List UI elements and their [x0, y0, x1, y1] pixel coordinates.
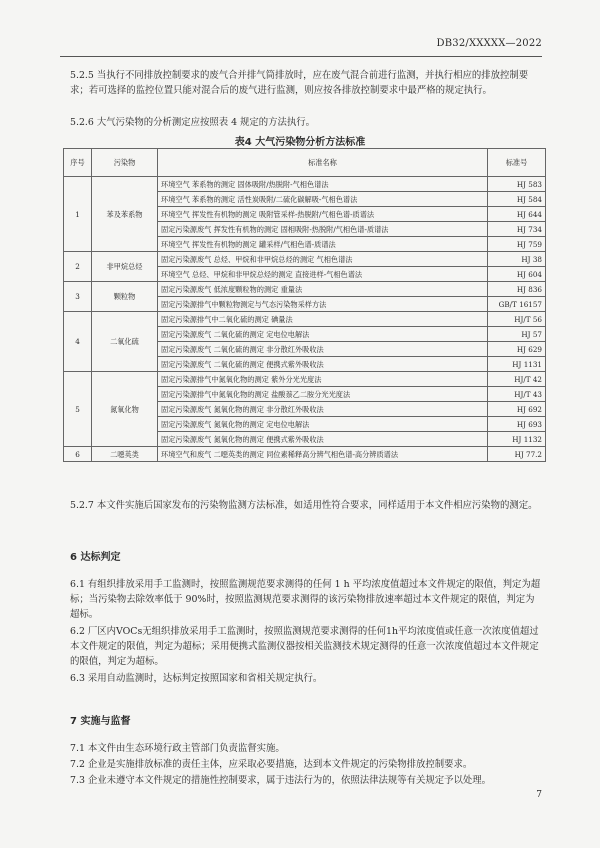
group-no: 2: [64, 252, 92, 282]
section-6-title: 6 达标判定: [70, 552, 121, 563]
standard-name: 固定污染源废气 总烃、甲烷和非甲烷总烃的测定 气相色谱法: [158, 252, 488, 267]
standard-code: HJ 583: [488, 177, 546, 192]
standard-name: 环境空气 挥发性有机物的测定 吸附管采样-热脱附/气相色谱-质谱法: [158, 207, 488, 222]
table-row: [64, 282, 546, 297]
standard-code: HJ 644: [488, 207, 546, 222]
method-standards-table: [63, 148, 546, 462]
group-pollutant: 二噁英类: [92, 447, 158, 462]
standard-code: HJ/T 56: [488, 312, 546, 327]
clause-7-3: 7.3 企业未遵守本文件规定的措施性控制要求，属于违法行为的，依照法律法规等有关规定予以处理。: [70, 775, 492, 786]
standard-code: HJ 734: [488, 222, 546, 237]
group-no: 6: [64, 447, 92, 462]
standard-name: 固定污染源废气 二氧化硫的测定 非分散红外吸收法: [158, 342, 488, 357]
table-row: [64, 312, 546, 327]
group-no: 5: [64, 372, 92, 447]
clause-5-2-6: 5.2.6 大气污染物的分析测定应按照表 4 规定的方法执行。: [70, 117, 316, 128]
group-no: 4: [64, 312, 92, 372]
standard-code: HJ 692: [488, 402, 546, 417]
table-header-row: [64, 149, 546, 177]
standard-name: 固定污染源废气 二氧化硫的测定 定电位电解法: [158, 327, 488, 342]
clause-6-2: 6.2 厂区内VOCs无组织排放采用手工监测时，按照监测规范要求测得的任何1h平均浓度值或任意一次浓度值超过本文件规定的限值，判定为超标；采用便携式监测仪器按相关监测技术规定测得的任意一次浓度值超过本文件规定的限值，判定为超标。: [70, 626, 539, 667]
standard-code: HJ 77.2: [488, 447, 546, 462]
standard-name: 固定污染源排气中二氧化硫的测定 碘量法: [158, 312, 488, 327]
standard-name: 固定污染源废气 氮氧化物的测定 定电位电解法: [158, 417, 488, 432]
standard-name: 环境空气 苯系物的测定 活性炭吸附/二硫化碳解吸-气相色谱法: [158, 192, 488, 207]
standard-code: HJ 38: [488, 252, 546, 267]
group-pollutant: 非甲烷总烃: [92, 252, 158, 282]
standard-name: 固定污染源废气 氮氧化物的测定 便携式紫外吸收法: [158, 432, 488, 447]
group-no: 1: [64, 177, 92, 252]
standard-name: 环境空气 总烃、甲烷和非甲烷总烃的测定 直接进样-气相色谱法: [158, 267, 488, 282]
clause-7-2: 7.2 企业是实施排放标准的责任主体，应采取必要措施，达到本文件规定的污染物排放控制要求。: [70, 759, 473, 770]
document-code: DB32/XXXXX—2022: [436, 38, 542, 49]
standard-code: HJ 584: [488, 192, 546, 207]
standard-name: 固定污染源排气中氮氧化物的测定 紫外分光光度法: [158, 372, 488, 387]
page-number: 7: [536, 790, 542, 800]
standard-code: HJ 604: [488, 267, 546, 282]
group-no: 3: [64, 282, 92, 312]
standard-name: 环境空气 苯系物的测定 固体吸附/热脱附-气相色谱法: [158, 177, 488, 192]
standard-name: 固定污染源排气中氮氧化物的测定 盐酸萘乙二胺分光光度法: [158, 387, 488, 402]
group-pollutant: 颗粒物: [92, 282, 158, 312]
clause-7-1: 7.1 本文件由生态环境行政主管部门负责监督实施。: [70, 743, 285, 754]
standard-name: 固定污染源排气中颗粒物测定与气态污染物采样方法: [158, 297, 488, 312]
table-title: 表4 大气污染物分析方法标准: [234, 137, 366, 148]
standard-code: HJ/T 43: [488, 387, 546, 402]
table-row: [64, 252, 546, 267]
standard-name: 固定污染源废气 低浓度颗粒物的测定 重量法: [158, 282, 488, 297]
standard-name: 环境空气和废气 二噁英类的测定 同位素稀释高分辨气相色谱-高分辨质谱法: [158, 447, 488, 462]
clause-6-1: 6.1 有组织排放采用手工监测时，按照监测规范要求测得的任何 1 h 平均浓度值超过本文件规定的限值，判定为超标；当污染物去除效率低于 90%时，按照监测规范要求测得的该污染物排放速率超过本文件规定的限值，判定为超标。: [70, 579, 541, 620]
standard-code: GB/T 16157: [488, 297, 546, 312]
standard-code: HJ 629: [488, 342, 546, 357]
standard-name: 固定污染源废气 二氧化硫的测定 便携式紫外吸收法: [158, 357, 488, 372]
standard-code: HJ 693: [488, 417, 546, 432]
table-row: [64, 372, 546, 387]
header-no: 序号: [64, 149, 92, 177]
header-rule: [60, 56, 542, 57]
group-pollutant: 氮氧化物: [92, 372, 158, 447]
group-pollutant: 二氧化硫: [92, 312, 158, 372]
standard-code: HJ 836: [488, 282, 546, 297]
standard-code: HJ 1132: [488, 432, 546, 447]
table-row: [64, 447, 546, 462]
standard-code: HJ 759: [488, 237, 546, 252]
table-row: [64, 177, 546, 192]
header-pollutant: 污染物: [92, 149, 158, 177]
header-standard-code: 标准号: [488, 149, 546, 177]
standard-code: HJ 1131: [488, 357, 546, 372]
clause-5-2-7: 5.2.7 本文件实施后国家发布的污染物监测方法标准，如适用性符合要求，同样适用于本文件相应污染物的测定。: [70, 500, 538, 511]
clause-5-2-5: 5.2.5 当执行不同排放控制要求的废气合并排气筒排放时，应在废气混合前进行监测，并执行相应的排放控制要求；若可选择的监控位置只能对混合后的废气进行监测，则应按各排放控制要求中最严格的规定执行。: [70, 70, 529, 96]
section-7-title: 7 实施与监督: [70, 716, 131, 727]
header-standard-name: 标准名称: [158, 149, 488, 177]
standard-code: HJ/T 42: [488, 372, 546, 387]
standard-name: 环境空气 挥发性有机物的测定 罐采样/气相色谱-质谱法: [158, 237, 488, 252]
clause-6-3: 6.3 采用自动监测时，达标判定按照国家和省相关规定执行。: [70, 673, 323, 684]
standard-code: HJ 57: [488, 327, 546, 342]
group-pollutant: 苯及苯系物: [92, 177, 158, 252]
standard-name: 固定污染源废气 氮氧化物的测定 非分散红外吸收法: [158, 402, 488, 417]
standard-name: 固定污染源废气 挥发性有机物的测定 固相吸附-热脱附/气相色谱-质谱法: [158, 222, 488, 237]
